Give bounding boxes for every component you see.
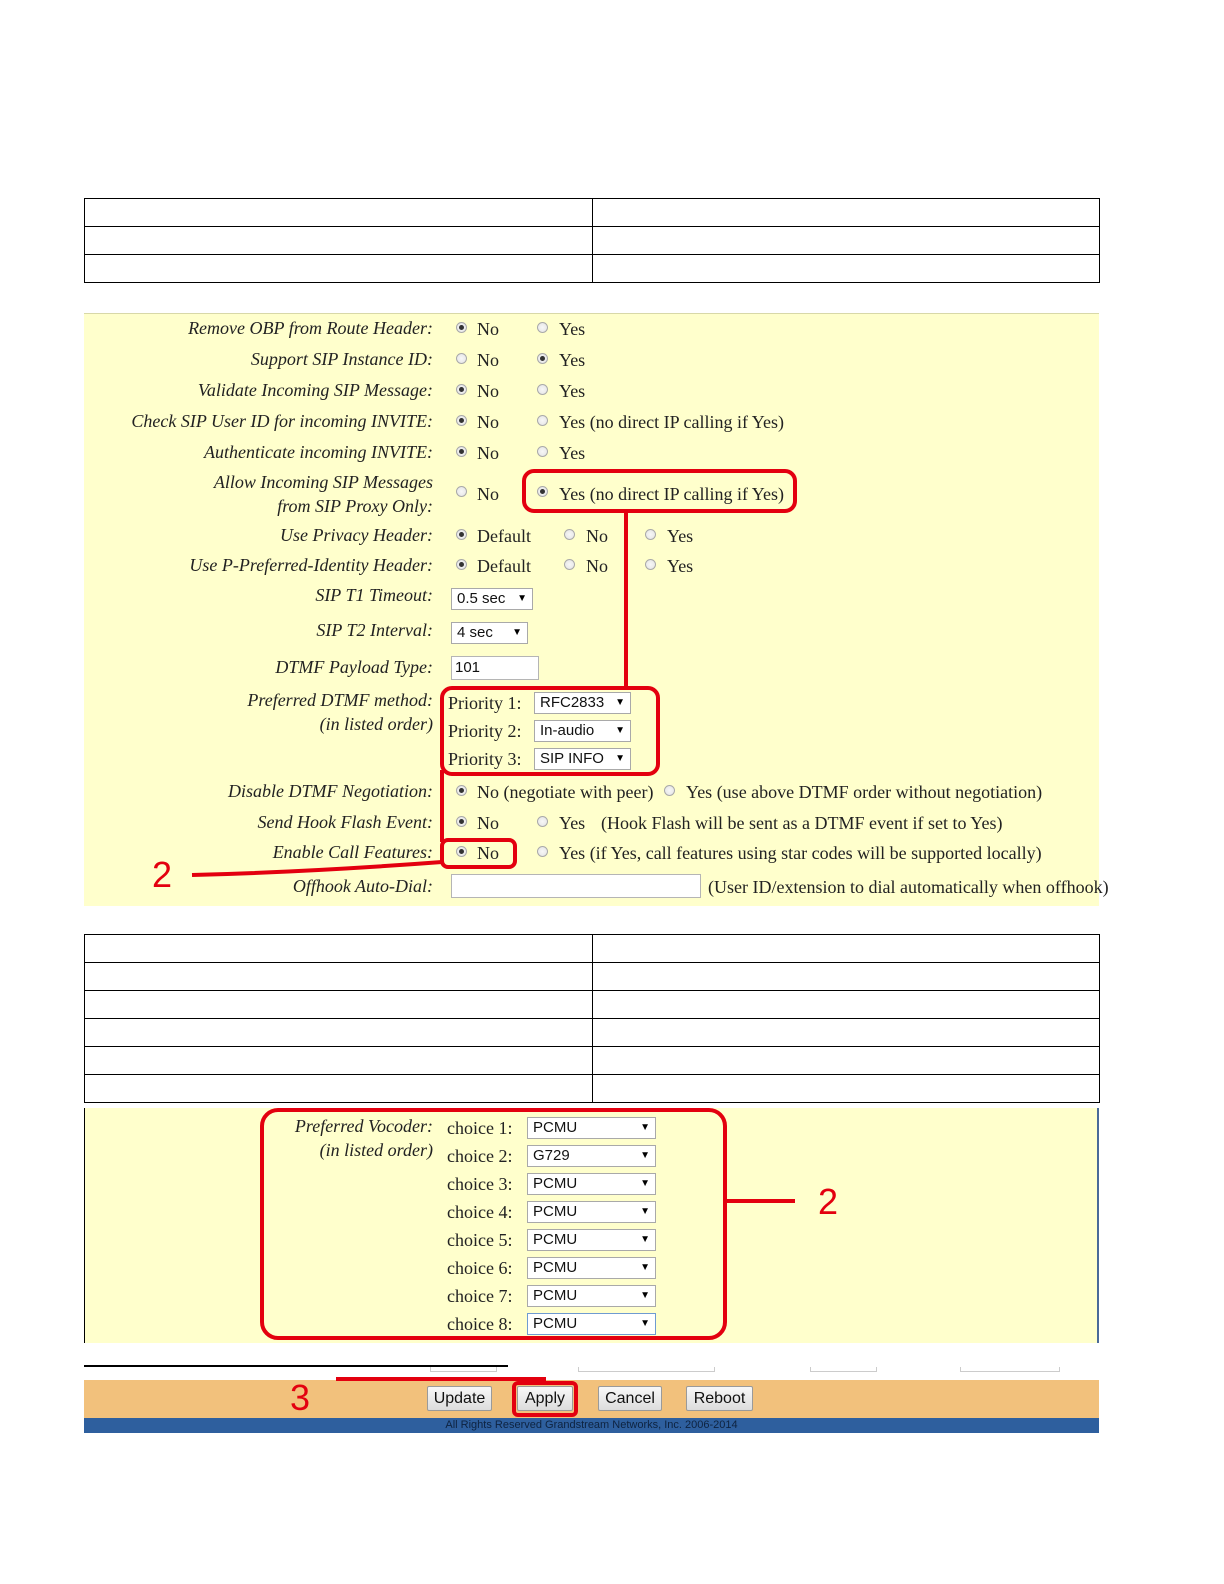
- cancel-button[interactable]: Cancel: [598, 1386, 662, 1411]
- privacy-header-yes-radio[interactable]: [645, 529, 656, 540]
- sip-instance-id-no-text: No: [477, 350, 499, 370]
- choice-5-value: PCMU: [533, 1231, 578, 1248]
- partial-control: [578, 1367, 715, 1372]
- t1-timeout-select[interactable]: [451, 588, 533, 610]
- top-empty-table: [84, 198, 1100, 283]
- check-sip-user-no-radio[interactable]: [456, 415, 467, 426]
- annotation-step-2b: 2: [818, 1181, 839, 1222]
- partial-control: [430, 1367, 497, 1372]
- highlight-call-features-no: [440, 838, 517, 869]
- ppi-header-yes-radio[interactable]: [645, 559, 656, 570]
- check-sip-user-yes-radio[interactable]: [537, 415, 548, 426]
- ppi-header-no-radio[interactable]: [564, 559, 575, 570]
- dtmf-negotiation-yes-text: Yes (use above DTMF order without negotiation): [686, 782, 1043, 802]
- choice-6-label: choice 6:: [447, 1258, 513, 1278]
- choice-7-label: choice 7:: [447, 1286, 513, 1306]
- dtmf-payload-input[interactable]: 101: [451, 656, 539, 680]
- ppi-header-yes-text: Yes: [667, 556, 694, 576]
- dtmf-method-label-line1: Preferred DTMF method:: [247, 690, 433, 710]
- choice-3-value: PCMU: [533, 1175, 578, 1192]
- dtmf-payload-label: DTMF Payload Type:: [275, 657, 433, 677]
- chevron-down-icon: ▼: [640, 1122, 650, 1133]
- vocoder-label-line2: (in listed order): [319, 1140, 433, 1160]
- highlight-vocoder: [260, 1108, 727, 1340]
- remove-obp-no-radio[interactable]: [456, 322, 467, 333]
- t1-timeout-value: 0.5 sec: [457, 590, 506, 607]
- dtmf-negotiation-yes-radio[interactable]: [664, 785, 675, 796]
- chevron-down-icon: ▼: [640, 1234, 650, 1245]
- dtmf-negotiation-label: Disable DTMF Negotiation:: [228, 781, 433, 801]
- allow-proxy-only-label-line1: Allow Incoming SIP Messages: [213, 472, 433, 492]
- choice-5-label: choice 5:: [447, 1230, 513, 1250]
- chevron-down-icon: ▼: [615, 753, 625, 764]
- reboot-button[interactable]: Reboot: [686, 1386, 753, 1411]
- chevron-down-icon: ▼: [512, 627, 522, 638]
- offhook-autodial-label: Offhook Auto-Dial:: [292, 876, 433, 896]
- remove-obp-yes-radio[interactable]: [537, 322, 548, 333]
- offhook-autodial-input[interactable]: [451, 874, 701, 898]
- ppi-header-label: Use P-Preferred-Identity Header:: [189, 555, 433, 575]
- chevron-down-icon: ▼: [517, 593, 527, 604]
- choice-8-value: PCMU: [533, 1315, 578, 1332]
- dtmf-method-label-line2: (in listed order): [319, 714, 433, 734]
- check-sip-user-yes-text: Yes (no direct IP calling if Yes): [559, 412, 784, 432]
- update-button[interactable]: Update: [427, 1386, 492, 1411]
- connector-line-vertical: [624, 510, 628, 688]
- partial-control: [810, 1367, 877, 1372]
- choice-8-label: choice 8:: [447, 1314, 513, 1334]
- dtmf-negotiation-no-radio[interactable]: [456, 785, 467, 796]
- highlight-apply-button: [512, 1381, 578, 1417]
- hook-flash-no-text: No: [477, 813, 499, 833]
- dtmf-negotiation-no-text: No (negotiate with peer): [477, 782, 654, 802]
- remove-obp-label: Remove OBP from Route Header:: [188, 318, 433, 338]
- copyright-bar: [84, 1418, 1099, 1433]
- hook-flash-yes-radio[interactable]: [537, 816, 548, 827]
- t2-interval-value: 4 sec: [457, 624, 493, 641]
- copyright-text: All Rights Reserved Grandstream Networks, Inc. 2006-2014: [445, 1419, 738, 1431]
- priority-2-value: In-audio: [540, 722, 595, 739]
- check-sip-user-no-text: No: [477, 412, 499, 432]
- allow-proxy-only-no-radio[interactable]: [456, 486, 467, 497]
- auth-invite-no-radio[interactable]: [456, 446, 467, 457]
- choice-4-label: choice 4:: [447, 1202, 513, 1222]
- priority-1-label: Priority 1:: [448, 693, 522, 713]
- call-features-label: Enable Call Features:: [272, 842, 433, 862]
- privacy-header-label: Use Privacy Header:: [280, 525, 433, 545]
- allow-proxy-only-label-line2: from SIP Proxy Only:: [277, 496, 433, 516]
- chevron-down-icon: ▼: [615, 725, 625, 736]
- annotation-step-2a: 2: [152, 854, 173, 895]
- apply-button[interactable]: Apply: [517, 1386, 573, 1411]
- choice-4-value: PCMU: [533, 1203, 578, 1220]
- validate-sip-yes-radio[interactable]: [537, 384, 548, 395]
- hook-flash-yes-text: Yes: [559, 813, 586, 833]
- highlight-allow-proxy-only: [522, 469, 797, 513]
- choice-7-value: PCMU: [533, 1287, 578, 1304]
- check-sip-user-label: Check SIP User ID for incoming INVITE:: [131, 411, 433, 431]
- chevron-down-icon: ▼: [640, 1206, 650, 1217]
- choice-6-value: PCMU: [533, 1259, 578, 1276]
- t1-timeout-label: SIP T1 Timeout:: [315, 585, 433, 605]
- priority-2-label: Priority 2:: [448, 721, 522, 741]
- vocoder-label-line1: Preferred Vocoder:: [294, 1116, 433, 1136]
- vocoder-annotation-line: [725, 1199, 795, 1203]
- auth-invite-label: Authenticate incoming INVITE:: [204, 442, 433, 462]
- choice-1-value: PCMU: [533, 1119, 578, 1136]
- highlight-dtmf-priorities: [440, 686, 660, 776]
- remove-obp-yes-text: Yes: [559, 319, 586, 339]
- validate-sip-yes-text: Yes: [559, 381, 586, 401]
- auth-invite-no-text: No: [477, 443, 499, 463]
- priority-3-label: Priority 3:: [448, 749, 522, 769]
- chevron-down-icon: ▼: [640, 1178, 650, 1189]
- choice-2-label: choice 2:: [447, 1146, 513, 1166]
- auth-invite-yes-radio[interactable]: [537, 446, 548, 457]
- allow-proxy-only-no-text: No: [477, 484, 499, 504]
- chevron-down-icon: ▼: [615, 697, 625, 708]
- partial-control: [960, 1367, 1060, 1372]
- sip-instance-id-yes-radio[interactable]: [537, 353, 548, 364]
- privacy-header-yes-text: Yes: [667, 526, 694, 546]
- footer-button-bar: [84, 1377, 1099, 1418]
- sip-instance-id-no-radio[interactable]: [456, 353, 467, 364]
- annotation-step-3: 3: [290, 1377, 311, 1418]
- privacy-header-no-radio[interactable]: [564, 529, 575, 540]
- call-features-yes-text: Yes (if Yes, call features using star codes will be supported locally): [559, 843, 1042, 863]
- t2-interval-label: SIP T2 Interval:: [316, 620, 433, 640]
- choice-2-value: G729: [533, 1147, 570, 1164]
- priority-3-value: SIP INFO: [540, 750, 604, 767]
- priority-1-value: RFC2833: [540, 694, 605, 711]
- middle-empty-table: [84, 934, 1100, 1103]
- validate-sip-no-text: No: [477, 381, 499, 401]
- auth-invite-yes-text: Yes: [559, 443, 586, 463]
- privacy-header-default-text: Default: [477, 526, 531, 546]
- hook-flash-label: Send Hook Flash Event:: [257, 812, 433, 832]
- chevron-down-icon: ▼: [640, 1262, 650, 1273]
- call-features-yes-radio[interactable]: [537, 846, 548, 857]
- allow-proxy-only-yes-text: Yes (no direct IP calling if Yes): [559, 484, 784, 504]
- chevron-down-icon: ▼: [640, 1318, 650, 1329]
- ppi-header-default-text: Default: [477, 556, 531, 576]
- t2-interval-select[interactable]: [451, 622, 528, 644]
- offhook-autodial-note: (User ID/extension to dial automatically when offhook): [708, 877, 1109, 897]
- chevron-down-icon: ▼: [640, 1150, 650, 1161]
- choice-1-label: choice 1:: [447, 1118, 513, 1138]
- call-features-no-text: No: [477, 843, 499, 863]
- privacy-header-no-text: No: [586, 526, 608, 546]
- choice-3-label: choice 3:: [447, 1174, 513, 1194]
- sip-instance-id-yes-text: Yes: [559, 350, 586, 370]
- remove-obp-no-text: No: [477, 319, 499, 339]
- connector-line-left: [440, 770, 444, 842]
- validate-sip-label: Validate Incoming SIP Message:: [197, 380, 433, 400]
- annotation-arrow-line: [190, 858, 445, 880]
- ppi-header-default-radio[interactable]: [456, 559, 467, 570]
- ppi-header-no-text: No: [586, 556, 608, 576]
- apply-annotation-line: [336, 1377, 546, 1381]
- hook-flash-note: (Hook Flash will be sent as a DTMF event if set to Yes): [601, 813, 1003, 833]
- chevron-down-icon: ▼: [640, 1290, 650, 1301]
- hook-flash-no-radio[interactable]: [456, 816, 467, 827]
- privacy-header-default-radio[interactable]: [456, 529, 467, 540]
- validate-sip-no-radio[interactable]: [456, 384, 467, 395]
- sip-instance-id-label: Support SIP Instance ID:: [250, 349, 433, 369]
